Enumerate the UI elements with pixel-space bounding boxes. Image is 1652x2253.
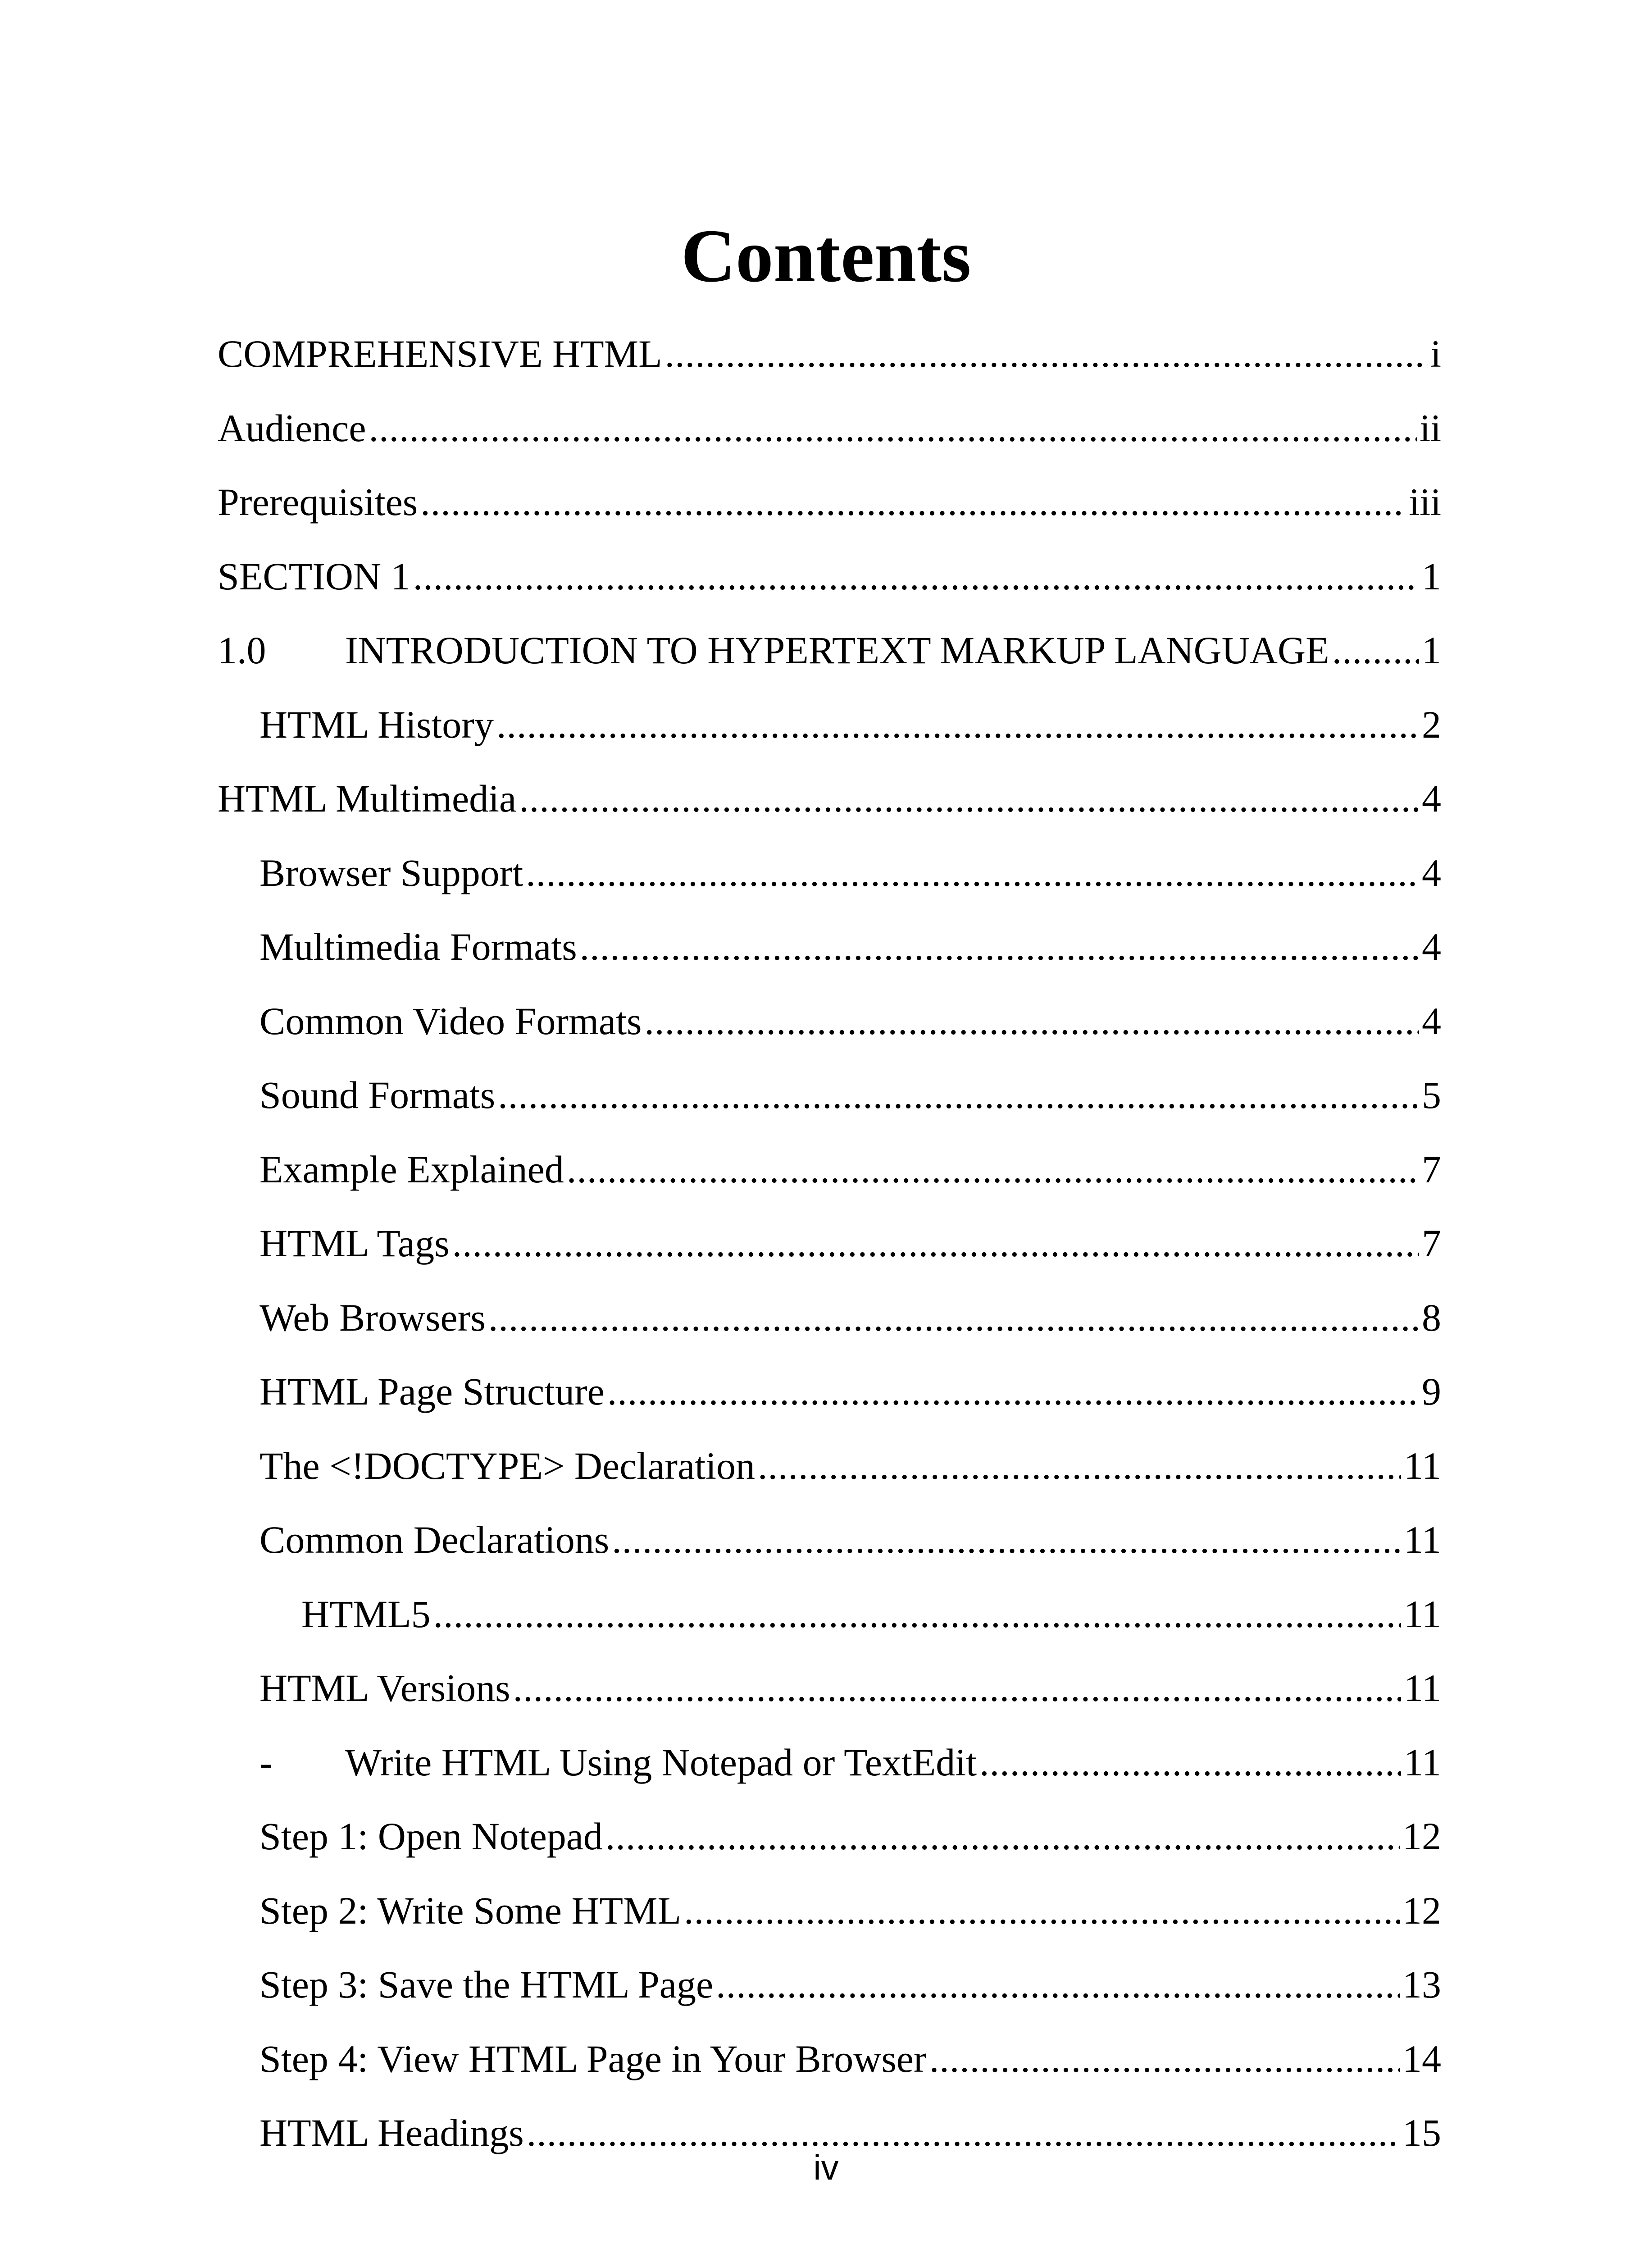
toc-entry-label: Sound Formats	[259, 1073, 496, 1117]
dot-leader	[567, 1147, 1419, 1192]
toc-entry-label: HTML Multimedia	[218, 777, 517, 821]
toc-entry-label: Step 2: Write Some HTML	[259, 1888, 682, 1932]
toc-entry-page-number: 7	[1422, 1147, 1441, 1191]
toc-entry[interactable]	[218, 688, 1441, 762]
toc-entry-page-number: 4	[1422, 925, 1441, 969]
toc-entry-number: 1.0	[218, 629, 266, 672]
toc-entry-page-number: 7	[1422, 1222, 1441, 1265]
toc-entry[interactable]	[218, 984, 1441, 1058]
dot-leader	[369, 406, 1417, 451]
toc-entry-label: Browser Support	[259, 851, 523, 894]
toc-entry[interactable]	[218, 910, 1441, 984]
toc-entry-label: HTML Page Structure	[259, 1370, 605, 1414]
dot-leader	[420, 479, 1406, 524]
toc-entry-page-number: 11	[1404, 1666, 1441, 1710]
table-of-contents	[218, 317, 1441, 2170]
toc-entry[interactable]	[218, 2022, 1441, 2096]
dot-leader	[665, 331, 1428, 376]
toc-entry-page-number: 2	[1422, 702, 1441, 746]
dot-leader	[979, 1740, 1401, 1785]
page-title: Contents	[681, 214, 971, 298]
toc-entry-label: Example Explained	[259, 1147, 564, 1191]
dot-leader	[1332, 628, 1419, 673]
toc-entry[interactable]	[218, 1206, 1441, 1281]
dot-leader	[580, 924, 1419, 969]
dot-leader	[519, 776, 1419, 821]
toc-entry-page-number: 4	[1422, 777, 1441, 821]
toc-entry-page-number: 11	[1404, 1740, 1441, 1784]
dot-leader	[607, 1369, 1419, 1414]
toc-entry-label: INTRODUCTION TO HYPERTEXT MARKUP LANGUAGE	[345, 629, 1329, 672]
toc-entry-label: SECTION 1	[218, 554, 410, 598]
toc-entry-page-number: 9	[1422, 1370, 1441, 1414]
toc-entry-label: COMPREHENSIVE HTML	[218, 332, 662, 376]
toc-entry[interactable]	[218, 1429, 1441, 1503]
dot-leader	[612, 1517, 1401, 1562]
toc-entry[interactable]	[218, 1355, 1441, 1429]
toc-entry[interactable]	[218, 391, 1441, 465]
toc-entry-label: The <!DOCTYPE> Declaration	[259, 1444, 755, 1487]
toc-entry-label: HTML Headings	[259, 2111, 524, 2155]
toc-entry-label: Step 3: Save the HTML Page	[259, 1963, 714, 2007]
toc-entry-label: Prerequisites	[218, 480, 418, 524]
toc-entry[interactable]	[218, 1281, 1441, 1355]
dot-leader	[498, 1072, 1419, 1117]
toc-entry-page-number: 11	[1404, 1444, 1441, 1487]
toc-entry-page-number: 12	[1402, 1815, 1441, 1858]
toc-entry-page-number: 13	[1402, 1963, 1441, 2007]
toc-entry-page-number: 15	[1402, 2111, 1441, 2155]
toc-entry-label: Common Declarations	[259, 1518, 610, 1562]
toc-entry-page-number: 8	[1422, 1295, 1441, 1339]
toc-entry-page-number: ii	[1420, 406, 1441, 450]
dot-leader	[526, 850, 1419, 895]
toc-entry-page-number: 12	[1402, 1888, 1441, 1932]
dot-leader	[684, 1888, 1400, 1933]
toc-entry-label: Step 1: Open Notepad	[259, 1815, 603, 1858]
dot-leader	[496, 702, 1419, 747]
toc-entry-label: Common Video Formats	[259, 999, 642, 1043]
toc-entry[interactable]	[218, 1725, 1441, 1800]
dot-leader	[716, 1962, 1400, 2007]
dot-leader	[452, 1221, 1419, 1266]
toc-entry-page-number: 1	[1422, 554, 1441, 598]
toc-entry[interactable]	[218, 1947, 1441, 2022]
toc-entry-page-number: 4	[1422, 851, 1441, 894]
page-number: iv	[813, 2148, 839, 2187]
toc-entry[interactable]	[218, 836, 1441, 910]
toc-entry-page-number: 5	[1422, 1073, 1441, 1117]
dot-leader	[488, 1295, 1419, 1340]
toc-entry-label: Web Browsers	[259, 1295, 486, 1339]
toc-entry-page-number: 4	[1422, 999, 1441, 1043]
toc-entry-page-number: iii	[1409, 480, 1441, 524]
toc-entry[interactable]	[218, 1799, 1441, 1874]
toc-entry[interactable]	[218, 1577, 1441, 1651]
dot-leader	[513, 1665, 1402, 1710]
dot-leader	[758, 1443, 1401, 1488]
toc-entry[interactable]	[218, 1503, 1441, 1577]
toc-entry-page-number: i	[1430, 332, 1441, 376]
toc-entry-label: Multimedia Formats	[259, 925, 577, 969]
dot-leader	[929, 2036, 1400, 2081]
toc-entry-page-number: 11	[1404, 1592, 1441, 1636]
toc-entry-page-number: 11	[1404, 1518, 1441, 1562]
dot-leader	[645, 999, 1420, 1044]
toc-entry-page-number: 1	[1422, 629, 1441, 672]
dot-leader	[413, 554, 1419, 599]
toc-entry-label: HTML5	[301, 1592, 431, 1636]
toc-entry[interactable]	[218, 1651, 1441, 1725]
toc-entry[interactable]	[218, 1132, 1441, 1207]
toc-entry[interactable]	[218, 539, 1441, 614]
toc-entry-label: HTML Tags	[259, 1222, 450, 1265]
toc-entry[interactable]	[218, 762, 1441, 836]
toc-entry-page-number: 14	[1402, 2037, 1441, 2080]
toc-entry[interactable]	[218, 613, 1441, 688]
toc-entry-label: Audience	[218, 406, 366, 450]
toc-entry-number: -	[259, 1740, 273, 1784]
toc-entry-label: HTML History	[259, 702, 494, 746]
toc-entry[interactable]	[218, 317, 1441, 391]
dot-leader	[605, 1814, 1400, 1859]
toc-entry[interactable]	[218, 1058, 1441, 1132]
toc-entry[interactable]	[218, 1874, 1441, 1948]
toc-entry-label: HTML Versions	[259, 1666, 510, 1710]
toc-entry[interactable]	[218, 465, 1441, 539]
toc-entry-label: Write HTML Using Notepad or TextEdit	[345, 1740, 977, 1784]
toc-entry-label: Step 4: View HTML Page in Your Browser	[259, 2037, 927, 2080]
dot-leader	[433, 1592, 1402, 1637]
